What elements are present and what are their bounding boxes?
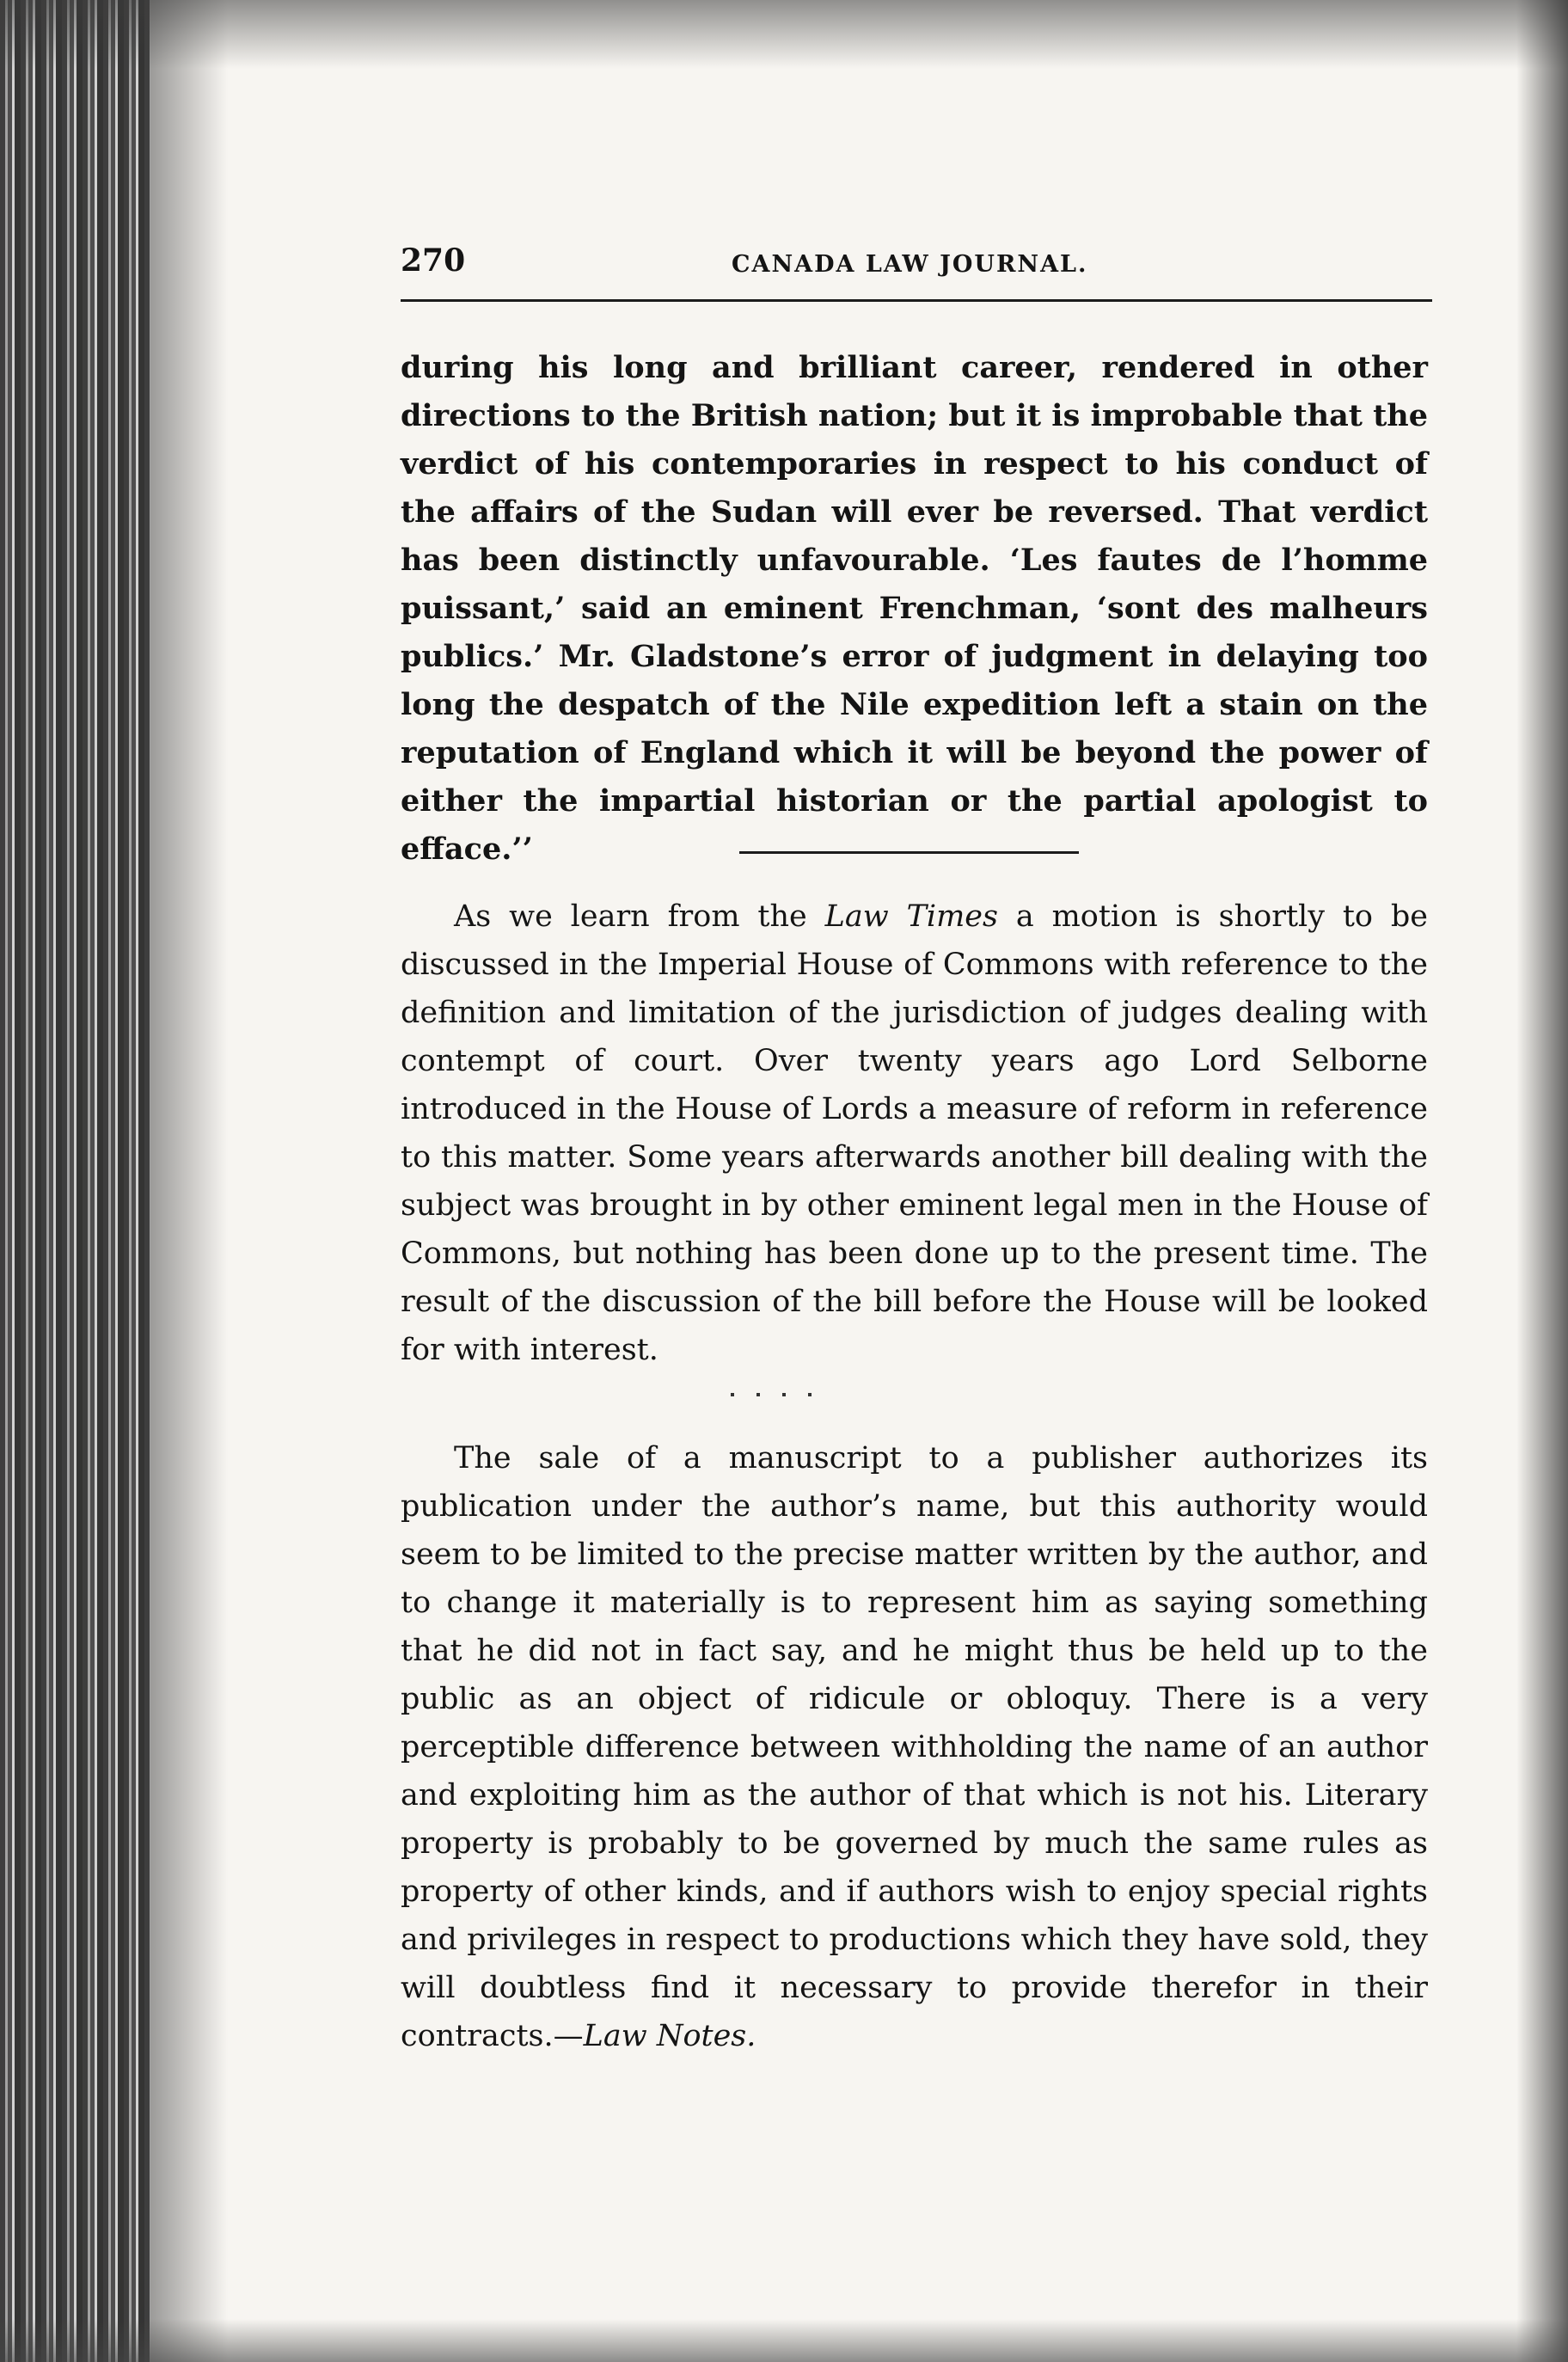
- paragraph-1: [401, 344, 1428, 874]
- section-separator: [739, 851, 1079, 854]
- top-shadow: [0, 0, 1568, 69]
- binding-edge: [0, 0, 150, 2362]
- source-citation: Law Notes.: [583, 2019, 756, 2053]
- paragraph-body: a motion is shortly to be discussed in the Imperial House of Commons with reference to the definition and limitation of the jurisdiction of judges dealing with contempt of court. Over twenty years ago Lord Selborne introduced in the House of Lords a measure of reform in reference to this matter. Some years afterwards another bill dealing with the subject was brought in by other eminent legal men in the House of Commons, but nothing has been done up to the present time. The result of the discussion of the bill before the House will be looked for with interest.: [401, 899, 1428, 1367]
- publication-title: Law Times: [824, 899, 998, 934]
- paragraph-2: [401, 893, 1428, 1374]
- paragraph-lead: As we learn from the: [454, 899, 825, 934]
- page-header: [401, 242, 1432, 285]
- paragraph-text: [401, 893, 1428, 1374]
- page-number: 270: [401, 242, 466, 279]
- binding-shadow: [150, 0, 228, 2362]
- right-shadow: [1516, 0, 1568, 2362]
- header-rule: [401, 299, 1432, 302]
- paragraph-text: [401, 1434, 1428, 2060]
- bottom-shadow: [0, 2319, 1568, 2362]
- running-title: CANADA LAW JOURNAL.: [732, 251, 1088, 278]
- paragraph-body: The sale of a manuscript to a publisher authorizes its publication under the author’s name, but this authority would seem to be limited to the precise matter written by the author, and to change it materially is to represent him as saying something that he did not in fact say, and he might thus be held up to the public as an object of ridicule or obloquy. There is a very perceptible difference between withholding the name of an author and exploiting him as the author of that which is not his. Literary property is probably to be governed by much the same rules as property of other kinds, and if authors wish to enjoy special rights and privileges in respect to productions which they have sold, they will doubtless find it necessary to provide therefor in their contracts.—: [401, 1441, 1428, 2053]
- dotted-separator: [731, 1393, 834, 1396]
- paragraph-3: [401, 1434, 1428, 2060]
- paragraph-text: during his long and brilliant career, rendered in other directions to the British nation; but it is improbable that the verdict of his contemporaries in respect to his conduct of the affairs of the Sudan will ever be reversed. That verdict has been distinctly unfavourable. ‘Les fautes de l’homme puissant,’ said an eminent Frenchman, ‘sont des malheurs publics.’ Mr. Gladstone’s error of judgment in delaying too long the despatch of the Nile expedition left a stain on the reputation of England which it will be beyond the power of either the impartial historian or the partial apologist to efface.’’: [401, 350, 1428, 867]
